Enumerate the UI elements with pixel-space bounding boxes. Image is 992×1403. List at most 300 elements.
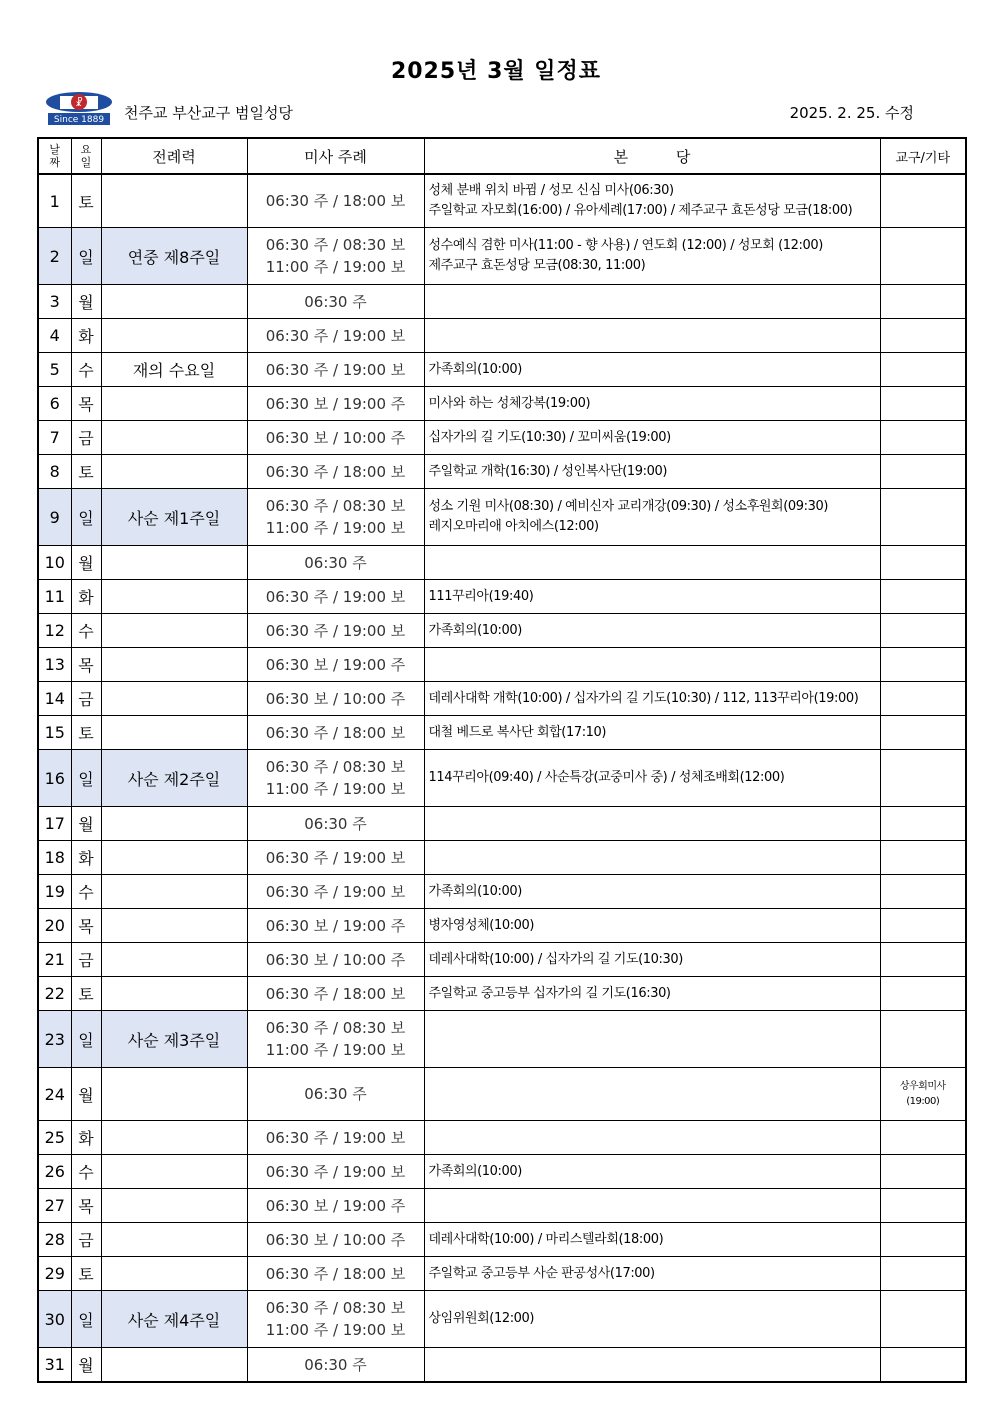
- table-row: [38, 1011, 966, 1068]
- liturgy-cell: [101, 1155, 247, 1189]
- day-number: 16: [44, 768, 65, 788]
- day-of-week: 일: [78, 508, 94, 528]
- page-title: 2025년 3월 일정표: [390, 59, 602, 84]
- event-line: 114꾸리아(09:40) / 사순특강(교중미사 중) / 성체조배회(12:00): [428, 770, 785, 785]
- day-number: 15: [44, 723, 65, 742]
- mass-cell: [247, 750, 424, 807]
- header-liturgy: 전례력: [101, 138, 247, 174]
- table-row: [38, 1121, 966, 1155]
- dow-cell: [71, 875, 101, 909]
- mass-cell: [247, 909, 424, 943]
- day-of-week: 토: [78, 1265, 94, 1284]
- day-cell: [38, 807, 71, 841]
- table-row: [38, 1223, 966, 1257]
- day-number: 21: [44, 950, 65, 969]
- day-number: 4: [49, 326, 60, 345]
- day-cell: [38, 174, 71, 228]
- event-line: 주일학교 자모회(16:00) / 유아세례(17:00) / 제주교구 효돈성당 모금(18:00): [428, 203, 853, 218]
- etc-cell: [880, 319, 966, 353]
- mass-line: 06:30 주 / 19:00 보: [265, 587, 406, 606]
- events-cell: [424, 1348, 880, 1383]
- dow-cell: [71, 353, 101, 387]
- day-of-week: 금: [78, 690, 94, 709]
- liturgy-cell: [101, 387, 247, 421]
- day-number: 13: [44, 655, 65, 674]
- liturgy-cell: [101, 421, 247, 455]
- mass-line: 06:30 주 / 18:00 보: [265, 462, 406, 481]
- mass-cell: [247, 228, 424, 285]
- mass-line: 06:30 주 / 19:00 보: [265, 326, 406, 345]
- day-of-week: 월: [78, 815, 94, 834]
- day-of-week: 수: [78, 883, 94, 902]
- dow-cell: [71, 1068, 101, 1121]
- etc-cell: [880, 387, 966, 421]
- day-number: 10: [44, 553, 65, 572]
- mass-cell: [247, 1257, 424, 1291]
- table-row: [38, 489, 966, 546]
- header-main: 본 당: [424, 138, 880, 174]
- etc-line: (19:00): [906, 1096, 940, 1107]
- events-cell: [424, 648, 880, 682]
- liturgy-cell: [101, 875, 247, 909]
- day-cell: [38, 1155, 71, 1189]
- day-number: 3: [49, 292, 60, 311]
- event-line: 111꾸리아(19:40): [428, 588, 534, 604]
- day-of-week: 금: [78, 951, 94, 970]
- day-number: 1: [49, 191, 60, 211]
- events-cell: [424, 1223, 880, 1257]
- dow-cell: [71, 1155, 101, 1189]
- table-row: [38, 614, 966, 648]
- etc-cell: [880, 1155, 966, 1189]
- dow-cell: [71, 1291, 101, 1348]
- dow-cell: [71, 909, 101, 943]
- mass-line: 06:30 주: [304, 292, 367, 311]
- mass-cell: [247, 546, 424, 580]
- events-cell: [424, 1189, 880, 1223]
- liturgy-cell: [101, 1189, 247, 1223]
- etc-cell: [880, 977, 966, 1011]
- event-line: 데레사대학(10:00) / 십자가의 길 기도(10:30): [428, 951, 683, 967]
- liturgy-cell: [101, 977, 247, 1011]
- day-number: 30: [44, 1309, 65, 1329]
- mass-line: 06:30 주 / 18:00 보: [265, 192, 406, 210]
- day-cell: [38, 682, 71, 716]
- mass-cell: [247, 1348, 424, 1383]
- liturgy-cell: [101, 319, 247, 353]
- table-row: [38, 1291, 966, 1348]
- liturgical-day: 사순 제3주일: [127, 1030, 221, 1050]
- day-cell: [38, 1348, 71, 1383]
- event-line: 가족회의(10:00): [428, 622, 522, 638]
- day-number: 20: [44, 916, 65, 935]
- events-cell: [424, 546, 880, 580]
- liturgy-cell: [101, 909, 247, 943]
- day-number: 28: [44, 1230, 65, 1249]
- events-cell: [424, 1121, 880, 1155]
- liturgy-cell: [101, 807, 247, 841]
- day-number: 17: [44, 814, 65, 833]
- events-cell: [424, 285, 880, 319]
- revision-date: 2025. 2. 25. 수정: [789, 104, 914, 122]
- day-number: 22: [44, 984, 65, 1003]
- day-number: 27: [44, 1196, 65, 1215]
- day-number: 29: [44, 1264, 65, 1283]
- mass-line: 06:30 주: [304, 1355, 367, 1374]
- events-cell: [424, 614, 880, 648]
- mass-cell: [247, 174, 424, 228]
- mass-line: 06:30 주 / 19:00 보: [265, 882, 406, 901]
- etc-cell: [880, 285, 966, 319]
- day-of-week: 일: [78, 1310, 94, 1330]
- table-row: [38, 807, 966, 841]
- dow-cell: [71, 1189, 101, 1223]
- mass-line: 06:30 보 / 10:00 주: [265, 1230, 406, 1249]
- day-cell: [38, 841, 71, 875]
- mass-cell: [247, 648, 424, 682]
- day-cell: [38, 750, 71, 807]
- mass-cell: [247, 580, 424, 614]
- day-number: 24: [44, 1084, 65, 1104]
- day-of-week: 수: [78, 1163, 94, 1182]
- event-line: 주일학교 개학(16:30) / 성인복사단(19:00): [428, 463, 668, 479]
- etc-cell: [880, 174, 966, 228]
- mass-cell: [247, 841, 424, 875]
- mass-line: 06:30 보 / 10:00 주: [265, 428, 406, 447]
- table-row: [38, 174, 966, 228]
- day-number: 2: [49, 246, 60, 266]
- day-of-week: 토: [78, 192, 94, 212]
- event-line: 상임위원회(12:00): [428, 1311, 535, 1326]
- etc-cell: [880, 875, 966, 909]
- events-cell: [424, 1068, 880, 1121]
- dow-cell: [71, 807, 101, 841]
- day-cell: [38, 1223, 71, 1257]
- table-row: [38, 977, 966, 1011]
- day-cell: [38, 716, 71, 750]
- dow-cell: [71, 716, 101, 750]
- mass-line: 06:30 보 / 10:00 주: [265, 689, 406, 708]
- etc-cell: [880, 1291, 966, 1348]
- day-of-week: 월: [78, 1085, 94, 1105]
- event-line: 가족회의(10:00): [428, 361, 522, 377]
- day-cell: [38, 285, 71, 319]
- day-cell: [38, 1257, 71, 1291]
- etc-cell: [880, 353, 966, 387]
- etc-cell: [880, 807, 966, 841]
- day-cell: [38, 648, 71, 682]
- events-cell: [424, 455, 880, 489]
- event-line: 성소 기원 미사(08:30) / 예비신자 교리개강(09:30) / 성소후원회(09:30): [428, 499, 829, 514]
- dow-cell: [71, 421, 101, 455]
- liturgy-cell: [101, 1257, 247, 1291]
- liturgical-day: 사순 제1주일: [127, 508, 221, 528]
- mass-cell: [247, 421, 424, 455]
- logo-text: Since 1889: [53, 115, 105, 125]
- mass-line: 06:30 주 / 19:00 보: [265, 621, 406, 640]
- etc-cell: [880, 421, 966, 455]
- day-number: 12: [44, 621, 65, 640]
- day-of-week: 월: [78, 1356, 94, 1375]
- liturgy-cell: [101, 841, 247, 875]
- event-line: 병자영성체(10:00): [428, 917, 535, 933]
- etc-cell: [880, 716, 966, 750]
- day-number: 31: [44, 1355, 65, 1374]
- mass-line: 06:30 주 / 08:30 보: [265, 497, 406, 515]
- table-row: [38, 1257, 966, 1291]
- table-row: [38, 1155, 966, 1189]
- mass-line: 06:30 주 / 18:00 보: [265, 984, 406, 1003]
- day-of-week: 토: [78, 985, 94, 1004]
- liturgy-cell: [101, 1011, 247, 1068]
- table-row: [38, 285, 966, 319]
- liturgy-cell: [101, 648, 247, 682]
- mass-line: 06:30 보 / 19:00 주: [265, 394, 406, 413]
- day-cell: [38, 977, 71, 1011]
- etc-cell: [880, 1348, 966, 1383]
- events-cell: [424, 1011, 880, 1068]
- etc-cell: [880, 580, 966, 614]
- table-row: [38, 421, 966, 455]
- event-line: 제주교구 효돈성당 모금(08:30, 11:00): [428, 258, 646, 273]
- events-cell: [424, 319, 880, 353]
- etc-cell: [880, 648, 966, 682]
- day-of-week: 목: [78, 1197, 94, 1216]
- day-number: 25: [44, 1128, 65, 1147]
- dow-cell: [71, 750, 101, 807]
- mass-line: 06:30 주 / 08:30 보: [265, 758, 406, 776]
- liturgy-cell: [101, 1223, 247, 1257]
- mass-line: 06:30 주 / 08:30 보: [265, 236, 406, 254]
- liturgy-cell: [101, 1348, 247, 1383]
- table-row: [38, 1068, 966, 1121]
- etc-cell: [880, 228, 966, 285]
- events-cell: [424, 421, 880, 455]
- day-of-week: 월: [78, 554, 94, 573]
- day-number: 5: [49, 360, 60, 379]
- events-cell: [424, 1291, 880, 1348]
- mass-line: 11:00 주 / 19:00 보: [265, 1321, 406, 1339]
- event-line: 주일학교 중고등부 사순 판공성사(17:00): [428, 1265, 655, 1281]
- table-row: [38, 319, 966, 353]
- table-row: [38, 455, 966, 489]
- day-cell: [38, 580, 71, 614]
- liturgy-cell: [101, 455, 247, 489]
- events-cell: [424, 750, 880, 807]
- etc-cell: [880, 682, 966, 716]
- header-day: 날 짜: [38, 138, 71, 174]
- mass-line: 06:30 주 / 08:30 보: [265, 1019, 406, 1037]
- liturgy-cell: [101, 489, 247, 546]
- mass-cell: [247, 716, 424, 750]
- mass-cell: [247, 319, 424, 353]
- liturgy-cell: [101, 546, 247, 580]
- mass-line: 06:30 주: [304, 1085, 367, 1103]
- day-number: 19: [44, 882, 65, 901]
- dow-cell: [71, 682, 101, 716]
- liturgy-cell: [101, 285, 247, 319]
- day-cell: [38, 489, 71, 546]
- day-cell: [38, 875, 71, 909]
- mass-line: 06:30 주 / 19:00 보: [265, 1128, 406, 1147]
- liturgy-cell: [101, 580, 247, 614]
- events-cell: [424, 353, 880, 387]
- day-of-week: 화: [78, 849, 94, 868]
- table-row: [38, 648, 966, 682]
- liturgical-day: 연중 제8주일: [127, 247, 221, 267]
- day-cell: [38, 1189, 71, 1223]
- events-cell: [424, 387, 880, 421]
- event-line: 데레사대학 개학(10:00) / 십자가의 길 기도(10:30) / 112, 113꾸리아(19:00): [428, 690, 859, 706]
- dow-cell: [71, 648, 101, 682]
- events-cell: [424, 1155, 880, 1189]
- etc-cell: [880, 614, 966, 648]
- etc-cell: [880, 1068, 966, 1121]
- mass-line: 11:00 주 / 19:00 보: [265, 258, 406, 276]
- etc-cell: [880, 1189, 966, 1223]
- dow-cell: [71, 387, 101, 421]
- day-cell: [38, 546, 71, 580]
- dow-cell: [71, 1121, 101, 1155]
- event-line: 데레사대학(10:00) / 마리스텔라회(18:00): [428, 1231, 664, 1247]
- liturgy-cell: [101, 1121, 247, 1155]
- dow-cell: [71, 1348, 101, 1383]
- table-row: [38, 943, 966, 977]
- day-cell: [38, 614, 71, 648]
- day-cell: [38, 387, 71, 421]
- day-cell: [38, 319, 71, 353]
- liturgy-cell: [101, 1068, 247, 1121]
- table-row: [38, 841, 966, 875]
- events-cell: [424, 580, 880, 614]
- dow-cell: [71, 228, 101, 285]
- dow-cell: [71, 455, 101, 489]
- mass-cell: [247, 1011, 424, 1068]
- mass-cell: [247, 1223, 424, 1257]
- etc-cell: [880, 489, 966, 546]
- day-of-week: 목: [78, 395, 94, 414]
- liturgy-cell: [101, 750, 247, 807]
- liturgy-cell: [101, 682, 247, 716]
- day-cell: [38, 455, 71, 489]
- header-dow: 요 일: [71, 138, 101, 174]
- dow-cell: [71, 1223, 101, 1257]
- events-cell: [424, 943, 880, 977]
- event-line: 미사와 하는 성체강복(19:00): [428, 395, 591, 411]
- day-cell: [38, 1291, 71, 1348]
- events-cell: [424, 716, 880, 750]
- event-line: 주일학교 중고등부 십자가의 길 기도(16:30): [428, 985, 671, 1001]
- event-line: 가족회의(10:00): [428, 1163, 522, 1179]
- etc-cell: [880, 1121, 966, 1155]
- mass-line: 06:30 주 / 08:30 보: [265, 1299, 406, 1317]
- event-line: 대철 베드로 복사단 회합(17:10): [428, 724, 607, 740]
- event-line: 가족회의(10:00): [428, 883, 522, 899]
- mass-line: 06:30 주 / 19:00 보: [265, 360, 406, 379]
- etc-cell: [880, 943, 966, 977]
- day-number: 14: [44, 689, 65, 708]
- events-cell: [424, 1257, 880, 1291]
- day-cell: [38, 353, 71, 387]
- event-line: 성수예식 겸한 미사(11:00 - 향 사용) / 연도회 (12:00) / 성모회 (12:00): [428, 238, 823, 253]
- header-mass: 미사 주례: [247, 138, 424, 174]
- mass-line: 06:30 주 / 19:00 보: [265, 848, 406, 867]
- table-row: [38, 387, 966, 421]
- events-cell: [424, 489, 880, 546]
- header-row: [38, 138, 966, 174]
- day-number: 6: [49, 394, 60, 413]
- events-cell: [424, 807, 880, 841]
- table-row: [38, 909, 966, 943]
- table-row: [38, 1348, 966, 1383]
- liturgy-cell: [101, 353, 247, 387]
- events-cell: [424, 174, 880, 228]
- dow-cell: [71, 943, 101, 977]
- day-cell: [38, 228, 71, 285]
- dow-cell: [71, 1257, 101, 1291]
- dow-cell: [71, 841, 101, 875]
- header-etc: 교구/기타: [880, 138, 966, 174]
- dow-cell: [71, 977, 101, 1011]
- day-cell: [38, 421, 71, 455]
- mass-line: 11:00 주 / 19:00 보: [265, 519, 406, 537]
- mass-cell: [247, 353, 424, 387]
- event-line: 레지오마리애 아치에스(12:00): [428, 519, 599, 534]
- mass-line: 06:30 주: [304, 553, 367, 572]
- day-of-week: 월: [78, 293, 94, 312]
- event-line: 십자가의 길 기도(10:30) / 꼬미씨움(19:00): [428, 429, 671, 445]
- day-number: 18: [44, 848, 65, 867]
- mass-cell: [247, 1068, 424, 1121]
- day-number: 7: [49, 428, 60, 447]
- liturgy-cell: [101, 943, 247, 977]
- mass-line: 06:30 주: [304, 814, 367, 833]
- mass-cell: [247, 1121, 424, 1155]
- day-of-week: 금: [78, 1231, 94, 1250]
- day-of-week: 토: [78, 724, 94, 743]
- mass-line: 06:30 보 / 19:00 주: [265, 1196, 406, 1215]
- dow-cell: [71, 580, 101, 614]
- table-row: [38, 716, 966, 750]
- liturgy-cell: [101, 614, 247, 648]
- day-cell: [38, 1011, 71, 1068]
- mass-line: 06:30 주 / 19:00 보: [265, 1162, 406, 1181]
- day-of-week: 화: [78, 1129, 94, 1148]
- day-of-week: 토: [78, 463, 94, 482]
- table-row: [38, 875, 966, 909]
- table-row: [38, 546, 966, 580]
- liturgy-cell: [101, 174, 247, 228]
- day-cell: [38, 1121, 71, 1155]
- mass-cell: [247, 1155, 424, 1189]
- mass-cell: [247, 614, 424, 648]
- table-row: [38, 353, 966, 387]
- day-number: 8: [49, 462, 60, 481]
- etc-cell: [880, 1223, 966, 1257]
- table-row: [38, 1189, 966, 1223]
- events-cell: [424, 228, 880, 285]
- etc-cell: [880, 1257, 966, 1291]
- etc-line: 상우회미사: [899, 1081, 946, 1092]
- events-cell: [424, 875, 880, 909]
- day-cell: [38, 909, 71, 943]
- dow-cell: [71, 546, 101, 580]
- dow-cell: [71, 489, 101, 546]
- dow-cell: [71, 319, 101, 353]
- day-number: 9: [49, 507, 60, 527]
- diocese-logo: [44, 88, 114, 126]
- liturgical-day: 사순 제2주일: [127, 769, 221, 789]
